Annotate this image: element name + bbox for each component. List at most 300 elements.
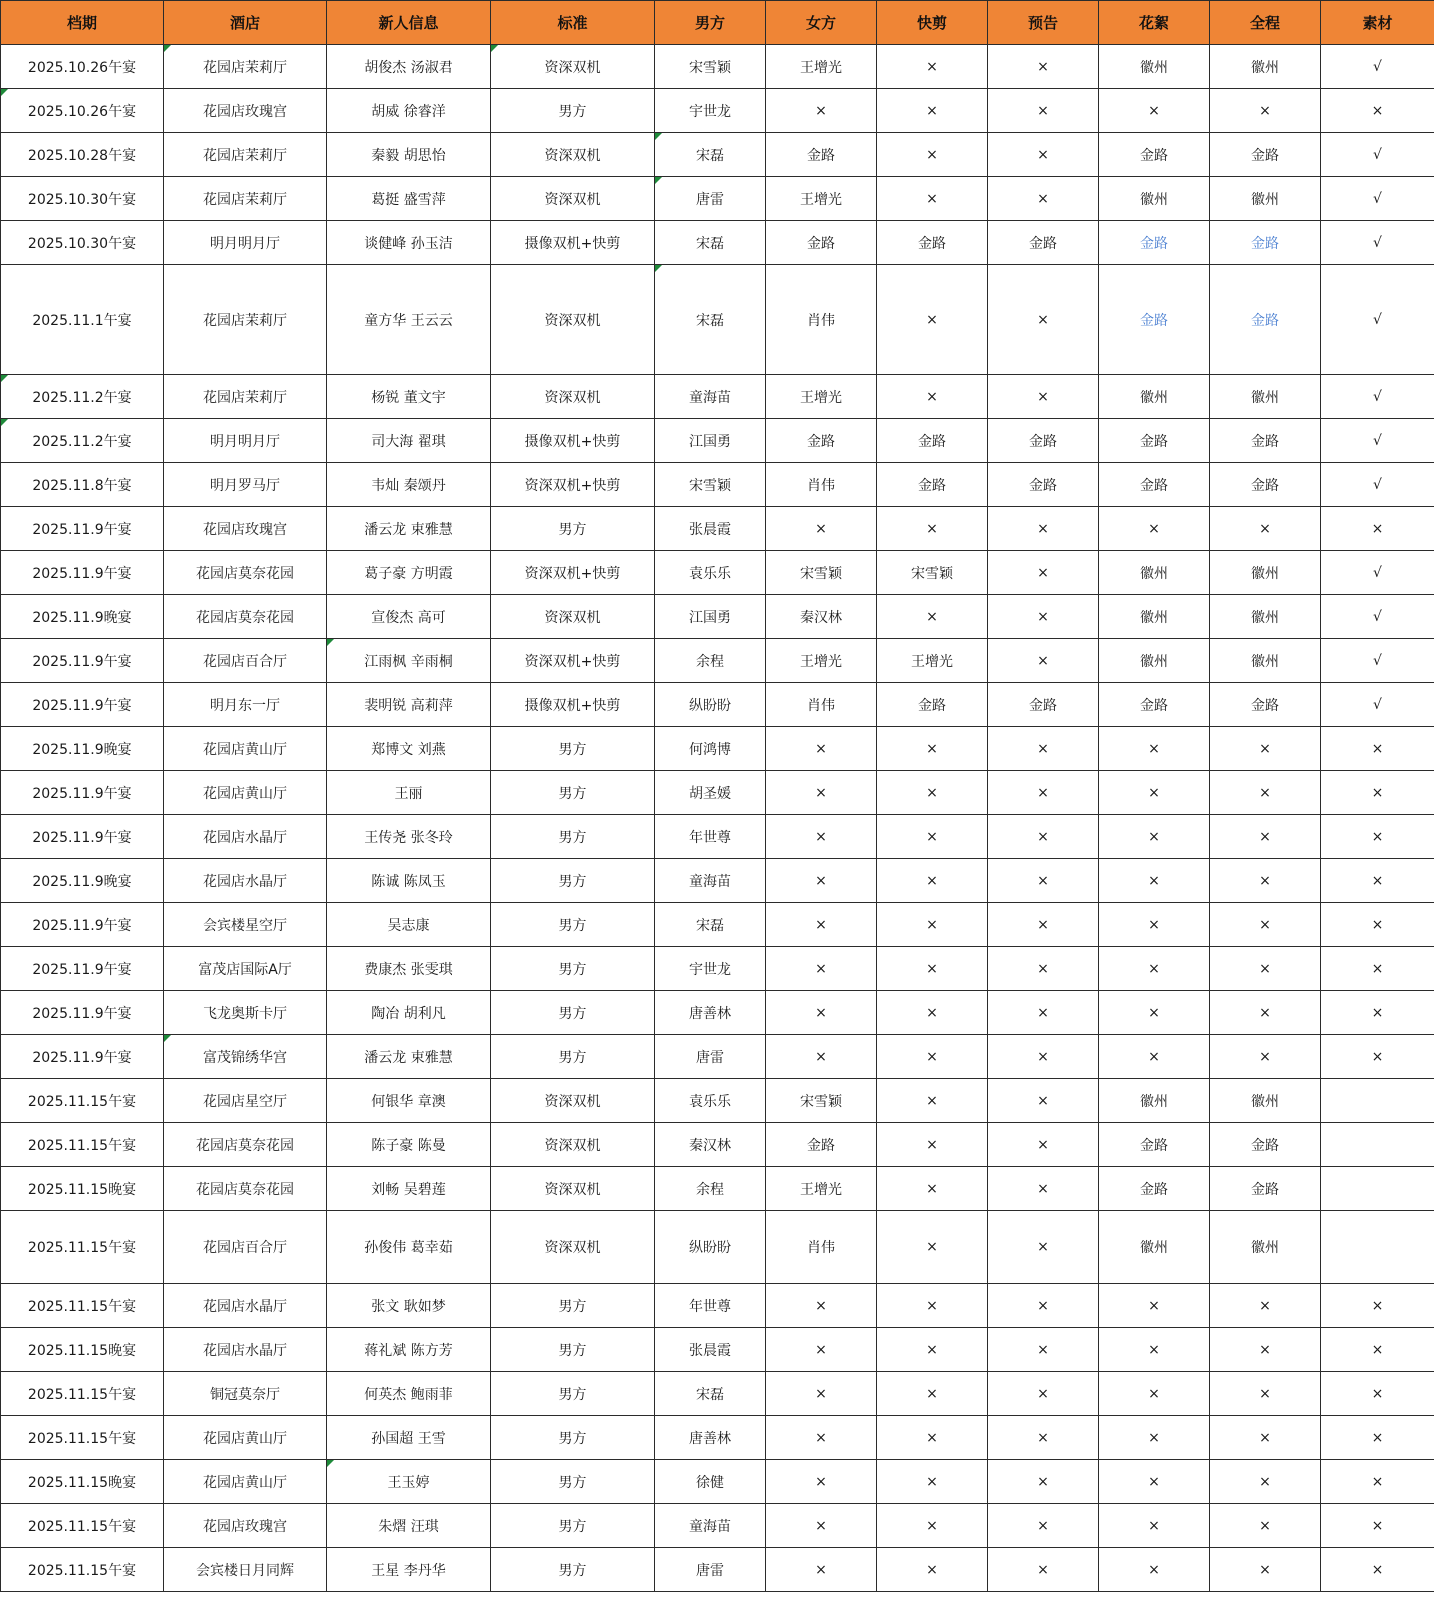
cell-material[interactable]: × [1321,1328,1434,1372]
cell-groom-side[interactable]: 宋磊 [655,903,766,947]
cell-hotel[interactable]: 会宾楼星空厅 [164,903,327,947]
cell-bride-side[interactable]: 王增光 [766,639,877,683]
cell-preview[interactable]: × [988,133,1099,177]
cell-full[interactable]: 金路 [1210,1123,1321,1167]
cell-couple[interactable]: 何英杰 鲍雨菲 [327,1372,491,1416]
cell-full[interactable]: 徽州 [1210,639,1321,683]
cell-date[interactable]: 2025.11.15午宴 [1,1284,164,1328]
cell-date[interactable]: 2025.11.9午宴 [1,683,164,727]
cell-highlights[interactable]: 金路 [1099,133,1210,177]
cell-groom-side[interactable]: 唐雷 [655,1548,766,1592]
cell-preview[interactable]: 金路 [988,683,1099,727]
cell-highlights[interactable]: 徽州 [1099,45,1210,89]
cell-date[interactable]: 2025.11.9午宴 [1,507,164,551]
cell-material[interactable]: √ [1321,683,1434,727]
cell-preview[interactable]: × [988,265,1099,375]
cell-bride-side[interactable]: 金路 [766,221,877,265]
cell-quick-edit[interactable]: × [877,727,988,771]
cell-bride-side[interactable]: 金路 [766,419,877,463]
cell-standard[interactable]: 资深双机 [491,375,655,419]
header-cell[interactable]: 素材 [1321,1,1434,45]
cell-full[interactable]: 徽州 [1210,1211,1321,1284]
cell-full[interactable]: × [1210,89,1321,133]
cell-hotel[interactable]: 明月东一厅 [164,683,327,727]
cell-bride-side[interactable]: 秦汉林 [766,595,877,639]
cell-bride-side[interactable]: × [766,89,877,133]
cell-quick-edit[interactable]: × [877,1167,988,1211]
cell-couple[interactable]: 王传尧 张冬玲 [327,815,491,859]
cell-hotel[interactable]: 明月明月厅 [164,221,327,265]
cell-date[interactable]: 2025.11.9晚宴 [1,595,164,639]
cell-material[interactable]: × [1321,727,1434,771]
cell-full[interactable]: × [1210,859,1321,903]
cell-material[interactable]: × [1321,771,1434,815]
cell-preview[interactable]: × [988,1123,1099,1167]
cell-couple[interactable]: 宣俊杰 高可 [327,595,491,639]
cell-material[interactable]: √ [1321,639,1434,683]
cell-highlights[interactable]: × [1099,507,1210,551]
cell-material[interactable]: × [1321,903,1434,947]
cell-quick-edit[interactable]: × [877,815,988,859]
cell-quick-edit[interactable]: × [877,1504,988,1548]
cell-quick-edit[interactable]: × [877,1416,988,1460]
cell-preview[interactable]: 金路 [988,419,1099,463]
cell-full[interactable]: 徽州 [1210,177,1321,221]
cell-bride-side[interactable]: × [766,815,877,859]
cell-hotel[interactable]: 花园店玫瑰宫 [164,89,327,133]
cell-standard[interactable]: 男方 [491,1548,655,1592]
cell-preview[interactable]: × [988,1284,1099,1328]
cell-hotel[interactable]: 会宾楼日月同辉 [164,1548,327,1592]
cell-quick-edit[interactable]: × [877,1460,988,1504]
cell-preview[interactable]: × [988,375,1099,419]
cell-date[interactable]: 2025.11.15晚宴 [1,1328,164,1372]
cell-date[interactable]: 2025.11.9午宴 [1,1035,164,1079]
header-cell[interactable]: 酒店 [164,1,327,45]
cell-preview[interactable]: × [988,1460,1099,1504]
cell-standard[interactable]: 摄像双机+快剪 [491,683,655,727]
cell-hotel[interactable]: 花园店玫瑰宫 [164,507,327,551]
cell-full[interactable]: × [1210,1372,1321,1416]
cell-quick-edit[interactable]: × [877,903,988,947]
cell-bride-side[interactable]: × [766,991,877,1035]
cell-standard[interactable]: 资深双机 [491,595,655,639]
cell-material[interactable]: × [1321,1416,1434,1460]
cell-couple[interactable]: 蒋礼斌 陈方芳 [327,1328,491,1372]
cell-standard[interactable]: 摄像双机+快剪 [491,221,655,265]
cell-date[interactable]: 2025.11.9午宴 [1,815,164,859]
cell-material[interactable]: √ [1321,419,1434,463]
cell-date[interactable]: 2025.11.9晚宴 [1,727,164,771]
cell-groom-side[interactable]: 余程 [655,639,766,683]
cell-preview[interactable]: × [988,595,1099,639]
cell-groom-side[interactable]: 袁乐乐 [655,551,766,595]
cell-couple[interactable]: 杨锐 董文宇 [327,375,491,419]
cell-couple[interactable]: 王星 李丹华 [327,1548,491,1592]
cell-material[interactable]: √ [1321,595,1434,639]
cell-groom-side[interactable]: 唐雷 [655,177,766,221]
cell-quick-edit[interactable]: 金路 [877,463,988,507]
cell-couple[interactable]: 胡俊杰 汤淑君 [327,45,491,89]
cell-groom-side[interactable]: 年世尊 [655,1284,766,1328]
cell-quick-edit[interactable]: × [877,1079,988,1123]
cell-couple[interactable]: 何银华 章澳 [327,1079,491,1123]
cell-bride-side[interactable]: 肖伟 [766,265,877,375]
cell-couple[interactable]: 潘云龙 束雅慧 [327,507,491,551]
cell-date[interactable]: 2025.11.9午宴 [1,947,164,991]
cell-preview[interactable]: × [988,1211,1099,1284]
cell-couple[interactable]: 江雨枫 辛雨桐 [327,639,491,683]
cell-quick-edit[interactable]: 金路 [877,683,988,727]
cell-hotel[interactable]: 富茂锦绣华宫 [164,1035,327,1079]
cell-quick-edit[interactable]: × [877,45,988,89]
cell-groom-side[interactable]: 秦汉林 [655,1123,766,1167]
cell-full[interactable]: 徽州 [1210,595,1321,639]
cell-standard[interactable]: 男方 [491,903,655,947]
cell-standard[interactable]: 男方 [491,1416,655,1460]
cell-hotel[interactable]: 明月明月厅 [164,419,327,463]
cell-material[interactable]: × [1321,991,1434,1035]
cell-preview[interactable]: × [988,771,1099,815]
cell-standard[interactable]: 资深双机 [491,133,655,177]
cell-highlights[interactable]: 金路 [1099,221,1210,265]
cell-standard[interactable]: 男方 [491,1284,655,1328]
cell-preview[interactable]: × [988,177,1099,221]
cell-hotel[interactable]: 花园店百合厅 [164,1211,327,1284]
cell-groom-side[interactable]: 纵盼盼 [655,683,766,727]
cell-groom-side[interactable]: 张晨霞 [655,507,766,551]
cell-highlights[interactable]: × [1099,727,1210,771]
cell-couple[interactable]: 韦灿 秦颂丹 [327,463,491,507]
cell-full[interactable]: × [1210,1460,1321,1504]
cell-groom-side[interactable]: 宇世龙 [655,947,766,991]
cell-full[interactable]: × [1210,1035,1321,1079]
cell-material[interactable]: × [1321,1372,1434,1416]
cell-full[interactable]: × [1210,771,1321,815]
cell-full[interactable]: 徽州 [1210,45,1321,89]
cell-full[interactable]: 金路 [1210,419,1321,463]
cell-quick-edit[interactable]: × [877,265,988,375]
cell-date[interactable]: 2025.11.8午宴 [1,463,164,507]
cell-hotel[interactable]: 花园店水晶厅 [164,815,327,859]
cell-preview[interactable]: × [988,1504,1099,1548]
cell-quick-edit[interactable]: × [877,859,988,903]
cell-highlights[interactable]: 徽州 [1099,1079,1210,1123]
cell-material[interactable] [1321,1079,1434,1123]
cell-material[interactable]: √ [1321,177,1434,221]
cell-hotel[interactable]: 花园店黄山厅 [164,727,327,771]
cell-preview[interactable]: × [988,639,1099,683]
cell-material[interactable] [1321,1167,1434,1211]
cell-couple[interactable]: 郑博文 刘燕 [327,727,491,771]
cell-highlights[interactable]: × [1099,1548,1210,1592]
cell-groom-side[interactable]: 江国勇 [655,419,766,463]
cell-hotel[interactable]: 花园店水晶厅 [164,1284,327,1328]
cell-standard[interactable]: 男方 [491,947,655,991]
cell-material[interactable]: √ [1321,133,1434,177]
cell-full[interactable]: × [1210,727,1321,771]
cell-bride-side[interactable]: × [766,1035,877,1079]
cell-standard[interactable]: 资深双机 [491,1167,655,1211]
cell-bride-side[interactable]: 金路 [766,1123,877,1167]
cell-standard[interactable]: 男方 [491,771,655,815]
cell-material[interactable]: × [1321,947,1434,991]
cell-couple[interactable]: 陈子豪 陈曼 [327,1123,491,1167]
cell-preview[interactable]: × [988,859,1099,903]
header-cell[interactable]: 男方 [655,1,766,45]
cell-bride-side[interactable]: 宋雪颖 [766,551,877,595]
cell-quick-edit[interactable]: × [877,1123,988,1167]
cell-couple[interactable]: 朱熠 汪琪 [327,1504,491,1548]
cell-groom-side[interactable]: 童海苗 [655,375,766,419]
cell-highlights[interactable]: × [1099,1504,1210,1548]
cell-date[interactable]: 2025.11.2午宴 [1,419,164,463]
cell-hotel[interactable]: 飞龙奥斯卡厅 [164,991,327,1035]
header-cell[interactable]: 新人信息 [327,1,491,45]
cell-date[interactable]: 2025.11.9午宴 [1,639,164,683]
cell-couple[interactable]: 刘畅 吴碧莲 [327,1167,491,1211]
cell-highlights[interactable]: 金路 [1099,419,1210,463]
cell-bride-side[interactable]: × [766,771,877,815]
cell-bride-side[interactable]: × [766,1328,877,1372]
cell-standard[interactable]: 资深双机+快剪 [491,463,655,507]
cell-date[interactable]: 2025.11.15午宴 [1,1123,164,1167]
cell-quick-edit[interactable]: × [877,507,988,551]
cell-highlights[interactable]: 徽州 [1099,375,1210,419]
cell-couple[interactable]: 费康杰 张雯琪 [327,947,491,991]
cell-groom-side[interactable]: 童海苗 [655,859,766,903]
cell-hotel[interactable]: 富茂店国际A厅 [164,947,327,991]
header-cell[interactable]: 档期 [1,1,164,45]
cell-material[interactable] [1321,1211,1434,1284]
cell-groom-side[interactable]: 童海苗 [655,1504,766,1548]
cell-hotel[interactable]: 花园店黄山厅 [164,771,327,815]
cell-groom-side[interactable]: 宋磊 [655,133,766,177]
cell-highlights[interactable]: 徽州 [1099,595,1210,639]
cell-couple[interactable]: 童方华 王云云 [327,265,491,375]
cell-couple[interactable]: 张文 耿如梦 [327,1284,491,1328]
cell-hotel[interactable]: 花园店水晶厅 [164,1328,327,1372]
cell-full[interactable]: × [1210,1416,1321,1460]
cell-date[interactable]: 2025.11.15午宴 [1,1372,164,1416]
cell-material[interactable]: √ [1321,265,1434,375]
cell-full[interactable]: 金路 [1210,133,1321,177]
cell-material[interactable]: √ [1321,551,1434,595]
cell-material[interactable]: √ [1321,375,1434,419]
cell-couple[interactable]: 葛子豪 方明霞 [327,551,491,595]
cell-full[interactable]: 徽州 [1210,551,1321,595]
cell-material[interactable]: × [1321,1504,1434,1548]
cell-full[interactable]: 徽州 [1210,375,1321,419]
cell-hotel[interactable]: 花园店茉莉厅 [164,177,327,221]
cell-bride-side[interactable]: × [766,1372,877,1416]
cell-quick-edit[interactable]: × [877,1211,988,1284]
cell-hotel[interactable]: 花园店莫奈花园 [164,1167,327,1211]
cell-groom-side[interactable]: 何鸿博 [655,727,766,771]
cell-material[interactable]: × [1321,859,1434,903]
cell-couple[interactable]: 吴志康 [327,903,491,947]
cell-preview[interactable]: × [988,903,1099,947]
cell-standard[interactable]: 摄像双机+快剪 [491,419,655,463]
cell-date[interactable]: 2025.11.1午宴 [1,265,164,375]
cell-material[interactable]: × [1321,507,1434,551]
cell-highlights[interactable]: 徽州 [1099,1211,1210,1284]
cell-bride-side[interactable]: × [766,1284,877,1328]
cell-date[interactable]: 2025.10.26午宴 [1,89,164,133]
cell-preview[interactable]: × [988,1079,1099,1123]
cell-couple[interactable]: 谈健峰 孙玉洁 [327,221,491,265]
cell-full[interactable]: 金路 [1210,683,1321,727]
cell-highlights[interactable]: × [1099,1284,1210,1328]
cell-date[interactable]: 2025.11.15午宴 [1,1548,164,1592]
cell-standard[interactable]: 男方 [491,1372,655,1416]
cell-standard[interactable]: 资深双机 [491,1079,655,1123]
cell-highlights[interactable]: 徽州 [1099,551,1210,595]
cell-preview[interactable]: × [988,507,1099,551]
cell-bride-side[interactable]: 肖伟 [766,1211,877,1284]
cell-bride-side[interactable]: × [766,859,877,903]
header-cell[interactable]: 女方 [766,1,877,45]
cell-highlights[interactable]: × [1099,991,1210,1035]
cell-bride-side[interactable]: 肖伟 [766,463,877,507]
cell-date[interactable]: 2025.10.28午宴 [1,133,164,177]
cell-preview[interactable]: × [988,815,1099,859]
cell-quick-edit[interactable]: × [877,1284,988,1328]
cell-standard[interactable]: 资深双机 [491,265,655,375]
cell-standard[interactable]: 男方 [491,859,655,903]
cell-hotel[interactable]: 铜冠莫奈厅 [164,1372,327,1416]
cell-hotel[interactable]: 明月罗马厅 [164,463,327,507]
cell-full[interactable]: × [1210,1504,1321,1548]
cell-date[interactable]: 2025.11.9午宴 [1,903,164,947]
cell-material[interactable]: × [1321,89,1434,133]
cell-full[interactable]: × [1210,507,1321,551]
cell-standard[interactable]: 男方 [491,1328,655,1372]
cell-full[interactable]: 金路 [1210,463,1321,507]
cell-full[interactable]: × [1210,903,1321,947]
cell-bride-side[interactable]: 王增光 [766,177,877,221]
cell-material[interactable]: √ [1321,463,1434,507]
cell-date[interactable]: 2025.11.15午宴 [1,1079,164,1123]
cell-highlights[interactable]: × [1099,903,1210,947]
cell-bride-side[interactable]: 王增光 [766,375,877,419]
cell-hotel[interactable]: 花园店茉莉厅 [164,375,327,419]
cell-date[interactable]: 2025.11.9晚宴 [1,859,164,903]
cell-groom-side[interactable]: 宋雪颖 [655,45,766,89]
cell-date[interactable]: 2025.11.9午宴 [1,771,164,815]
cell-preview[interactable]: × [988,1548,1099,1592]
cell-bride-side[interactable]: 宋雪颖 [766,1079,877,1123]
cell-groom-side[interactable]: 宋雪颖 [655,463,766,507]
cell-date[interactable]: 2025.11.15午宴 [1,1211,164,1284]
header-cell[interactable]: 快剪 [877,1,988,45]
cell-standard[interactable]: 资深双机 [491,1211,655,1284]
cell-groom-side[interactable]: 宋磊 [655,265,766,375]
cell-hotel[interactable]: 花园店茉莉厅 [164,133,327,177]
cell-highlights[interactable]: 金路 [1099,1123,1210,1167]
cell-hotel[interactable]: 花园店玫瑰宫 [164,1504,327,1548]
cell-full[interactable]: × [1210,1328,1321,1372]
cell-quick-edit[interactable]: × [877,1548,988,1592]
cell-highlights[interactable]: 金路 [1099,463,1210,507]
cell-quick-edit[interactable]: × [877,177,988,221]
cell-groom-side[interactable]: 张晨霞 [655,1328,766,1372]
cell-bride-side[interactable]: × [766,727,877,771]
cell-bride-side[interactable]: × [766,947,877,991]
cell-standard[interactable]: 资深双机+快剪 [491,639,655,683]
cell-groom-side[interactable]: 余程 [655,1167,766,1211]
cell-bride-side[interactable]: × [766,1416,877,1460]
cell-material[interactable]: × [1321,1035,1434,1079]
cell-bride-side[interactable]: 肖伟 [766,683,877,727]
cell-highlights[interactable]: × [1099,771,1210,815]
cell-highlights[interactable]: × [1099,1460,1210,1504]
cell-bride-side[interactable]: × [766,1504,877,1548]
cell-groom-side[interactable]: 胡圣媛 [655,771,766,815]
cell-standard[interactable]: 资深双机 [491,45,655,89]
cell-standard[interactable]: 男方 [491,1504,655,1548]
cell-groom-side[interactable]: 宋磊 [655,221,766,265]
cell-preview[interactable]: × [988,45,1099,89]
cell-standard[interactable]: 男方 [491,991,655,1035]
cell-material[interactable]: × [1321,1284,1434,1328]
cell-quick-edit[interactable]: × [877,375,988,419]
cell-preview[interactable]: 金路 [988,463,1099,507]
cell-standard[interactable]: 男方 [491,1035,655,1079]
cell-material[interactable] [1321,1123,1434,1167]
cell-standard[interactable]: 男方 [491,507,655,551]
cell-date[interactable]: 2025.11.2午宴 [1,375,164,419]
cell-preview[interactable]: × [988,947,1099,991]
cell-groom-side[interactable]: 唐雷 [655,1035,766,1079]
cell-standard[interactable]: 男方 [491,727,655,771]
cell-couple[interactable]: 秦毅 胡思怡 [327,133,491,177]
cell-preview[interactable]: × [988,89,1099,133]
cell-quick-edit[interactable]: × [877,133,988,177]
cell-quick-edit[interactable]: 金路 [877,419,988,463]
cell-groom-side[interactable]: 江国勇 [655,595,766,639]
cell-standard[interactable]: 资深双机 [491,1123,655,1167]
cell-date[interactable]: 2025.11.15晚宴 [1,1167,164,1211]
cell-date[interactable]: 2025.11.15晚宴 [1,1460,164,1504]
cell-quick-edit[interactable]: × [877,1328,988,1372]
cell-hotel[interactable]: 花园店茉莉厅 [164,265,327,375]
cell-hotel[interactable]: 花园店莫奈花园 [164,1123,327,1167]
cell-highlights[interactable]: 徽州 [1099,639,1210,683]
cell-couple[interactable]: 陶冶 胡利凡 [327,991,491,1035]
cell-quick-edit[interactable]: × [877,991,988,1035]
cell-groom-side[interactable]: 袁乐乐 [655,1079,766,1123]
cell-highlights[interactable]: 金路 [1099,683,1210,727]
cell-highlights[interactable]: × [1099,947,1210,991]
cell-preview[interactable]: × [988,727,1099,771]
cell-full[interactable]: 金路 [1210,265,1321,375]
cell-highlights[interactable]: × [1099,1416,1210,1460]
cell-highlights[interactable]: 徽州 [1099,177,1210,221]
cell-couple[interactable]: 王丽 [327,771,491,815]
cell-couple[interactable]: 陈诚 陈凤玉 [327,859,491,903]
cell-full[interactable]: × [1210,815,1321,859]
cell-highlights[interactable]: × [1099,815,1210,859]
cell-date[interactable]: 2025.10.30午宴 [1,177,164,221]
cell-preview[interactable]: × [988,1372,1099,1416]
cell-preview[interactable]: × [988,551,1099,595]
cell-hotel[interactable]: 花园店茉莉厅 [164,45,327,89]
cell-full[interactable]: × [1210,991,1321,1035]
cell-couple[interactable]: 司大海 翟琪 [327,419,491,463]
cell-couple[interactable]: 裴明锐 高莉萍 [327,683,491,727]
cell-full[interactable]: 金路 [1210,1167,1321,1211]
